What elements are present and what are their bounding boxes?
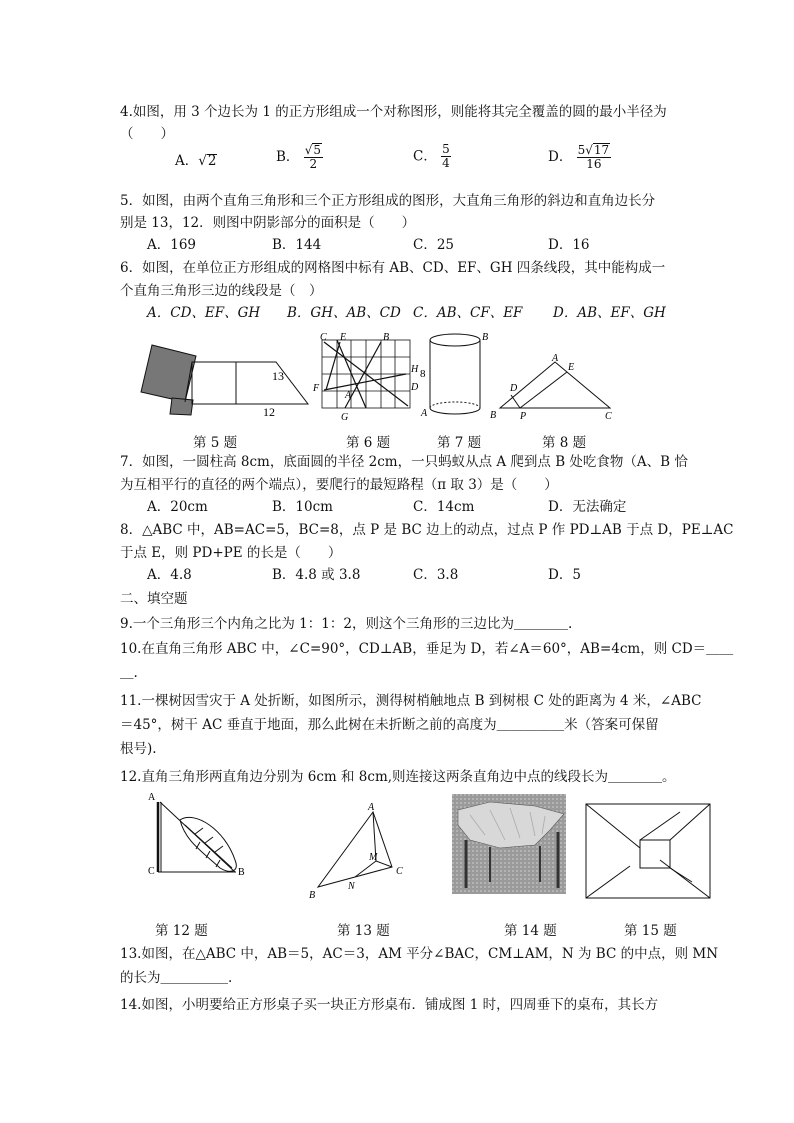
q5-option-c: C．25 <box>413 237 455 253</box>
q6-line1: 6．如图，在单位正方形组成的网格图中标有 AB、CD、EF、GH 四条线段，其中能构成一 <box>120 260 666 276</box>
q11-line2: ＝45°，树干 AC 垂直于地面，那么此树在未折断之前的高度为＿＿＿＿＿米（答案可保留 <box>120 717 659 733</box>
q13-line2: 的长为＿＿＿＿＿. <box>120 970 233 986</box>
q6-option-a: A．CD、EF、GH <box>147 305 261 321</box>
caption-fig15: 第 15 题 <box>624 923 677 939</box>
q5-option-d: D．16 <box>548 237 590 253</box>
f8-label-b: B <box>490 410 497 421</box>
f8-label-e: E <box>568 362 575 373</box>
caption-fig12: 第 12 题 <box>155 923 208 939</box>
section-heading: 二、填空题 <box>120 591 188 607</box>
q5-line1: 5．如图，由两个直角三角形和三个正方形组成的图形，大直角三角形的斜边和直角边长分 <box>120 193 656 209</box>
figure-6 <box>322 340 410 408</box>
caption-fig6: 第 6 题 <box>346 435 391 451</box>
caption-fig8: 第 8 题 <box>542 435 587 451</box>
q4-option-d: D． $\frac{5√17}{16}$ <box>548 143 610 171</box>
q12-text: 12.直角三角形两直角边分别为 6cm 和 8cm,则连接这两条直角边中点的线段长为＿＿＿＿。 <box>120 769 676 785</box>
q7-line2: 为互相平行的直径的两个端点），要爬行的最短路程（π 取 3）是（ ） <box>120 477 558 493</box>
f6-label-d: D <box>411 382 419 393</box>
f7-label-8: 8 <box>420 368 426 380</box>
f6-label-e: E <box>340 332 347 343</box>
figure-7 <box>430 334 480 414</box>
q7-option-b: B．10cm <box>272 499 333 515</box>
f5-label-13: 13 <box>272 369 284 383</box>
figure-13 <box>318 812 392 887</box>
caption-fig7: 第 7 题 <box>437 435 482 451</box>
f8-label-p: P <box>520 411 527 422</box>
q9-text: 9.一个三角形三个内角之比为 1：1：2，则这个三角形的三边比为＿＿＿＿. <box>120 616 573 632</box>
q8-option-a: A．4.8 <box>147 567 192 583</box>
q4-paren: （ ） <box>120 126 174 142</box>
f13-label-c: C <box>396 866 403 877</box>
f6-label-c: C <box>320 332 327 343</box>
figure-row-2 <box>140 790 720 908</box>
f13-label-m: M <box>369 852 378 863</box>
figure-row-1 <box>130 328 730 428</box>
q14-text: 14.如图，小明要给正方形桌子买一块正方形桌布．铺成图 1 时，四周垂下的桌布，其长方 <box>120 997 659 1013</box>
q10-line1: 10.在直角三角形 ABC 中，∠C=90°，CD⊥AB，垂足为 D，若∠A＝60°，AB=4cm，则 CD＝＿＿ <box>120 641 734 657</box>
f13-label-n: N <box>348 881 355 892</box>
f6-label-a: A <box>345 390 352 401</box>
q7-option-c: C．14cm <box>413 499 475 515</box>
q8-line2: 于点 E，则 PD+PE 的长是（ ） <box>120 545 342 561</box>
q5-option-a: A．169 <box>147 237 197 253</box>
q8-option-b: B．4.8 或 3.8 <box>272 567 361 583</box>
f12-label-a: A <box>148 792 156 803</box>
f12-label-c: C <box>148 866 155 877</box>
q8-option-d: D．5 <box>548 567 581 583</box>
q4-option-a: A．√2 <box>175 153 217 169</box>
q4-text: 4.如图，用 3 个边长为 1 的正方形组成一个对称图形，则能将其完全覆盖的圆的最小半径为 <box>120 104 667 120</box>
q4-option-b: B． $\frac{√5}{2}$ <box>276 143 322 171</box>
f6-label-h: H <box>411 364 419 375</box>
q7-option-a: A．20cm <box>147 499 208 515</box>
f6-label-b: B <box>383 332 390 343</box>
f6-label-g: G <box>341 412 349 423</box>
q5-line2: 别是 13，12．则图中阴影部分的面积是（ ） <box>120 215 416 231</box>
f8-label-a: A <box>552 353 559 364</box>
q6-option-d: D．AB、EF、GH <box>553 305 666 321</box>
f6-label-f: F <box>313 383 320 394</box>
f13-label-b: B <box>309 890 316 901</box>
q6-line2: 个直角三角形三边的线段是（ ） <box>120 283 323 299</box>
f8-label-c: C <box>605 411 612 422</box>
f5-label-12: 12 <box>263 405 275 419</box>
q6-option-b: B．GH、AB、CD <box>287 305 401 321</box>
q7-option-d: D．无法确定 <box>548 499 627 515</box>
q5-option-b: B．144 <box>272 237 322 253</box>
q8-line1: 8．△ABC 中，AB=AC=5，BC=8，点 P 是 BC 边上的动点，过点 P 作 PD⊥AB 于点 D，PE⊥AC <box>120 522 734 538</box>
q11-line1: 11.一棵树因雪灾于 A 处折断，如图所示，测得树梢触地点 B 到树根 C 处的距离为 4 米，∠ABC <box>120 693 702 709</box>
q7-line1: 7．如图，一圆柱高 8cm，底面圆的半径 2cm，一只蚂蚁从点 A 爬到点 B 处吃食物（A、B 恰 <box>120 454 688 470</box>
caption-fig13: 第 13 题 <box>337 923 390 939</box>
f13-label-a: A <box>368 802 375 813</box>
figure-14 <box>452 794 566 894</box>
q8-option-c: C．3.8 <box>413 567 459 583</box>
caption-fig14: 第 14 题 <box>504 923 557 939</box>
figure-15 <box>586 804 710 898</box>
f7-label-a: A <box>421 408 428 419</box>
caption-fig5: 第 5 题 <box>193 435 238 451</box>
f12-label-b: B <box>238 867 245 878</box>
f7-label-b: B <box>482 332 489 343</box>
f8-label-d: D <box>510 383 518 394</box>
q11-line3: 根号). <box>120 741 157 757</box>
figure-12 <box>158 802 236 872</box>
q4-option-c: C． $\frac{5}{4}$ <box>413 142 450 170</box>
q13-line1: 13.如图，在△ABC 中，AB＝5，AC＝3，AM 平分∠BAC，CM⊥AM，N 为 BC 的中点，则 MN <box>120 946 719 962</box>
q10-line2: ＿. <box>120 665 138 681</box>
q6-option-c: C．AB、CF、EF <box>413 305 523 321</box>
